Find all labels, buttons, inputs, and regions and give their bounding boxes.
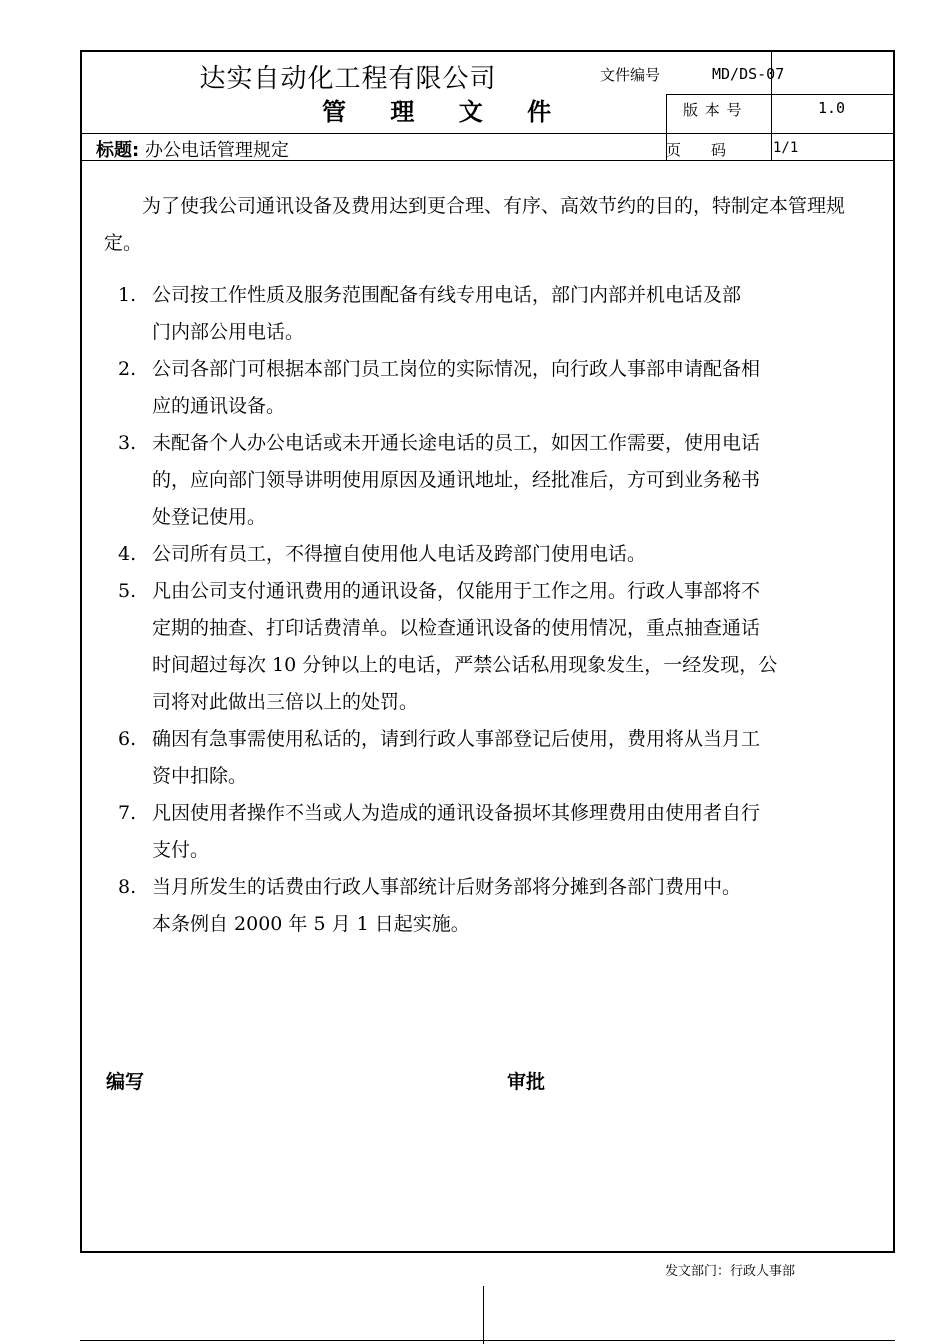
rule-number: 2. — [118, 358, 137, 380]
doc-type: 管 理 文 件 — [322, 97, 570, 126]
rule-line: 当月所发生的话费由行政人事部统计后财务部将分摊到各部门费用中。 — [152, 876, 742, 898]
title-text: 办公电话管理规定 — [144, 140, 289, 161]
rule-number: 1. — [118, 284, 137, 306]
rule-item — [104, 721, 874, 795]
rule-item — [104, 869, 874, 906]
page-label: 页 码 — [666, 141, 727, 159]
header-divider-upper — [666, 94, 895, 95]
binding-horizontal-line — [80, 1340, 895, 1341]
intro-paragraph: 为了使我公司通讯设备及费用达到更合理、有序、高效节约的目的，特制定本管理规定。 — [104, 195, 846, 254]
author-label: 编写 — [106, 1071, 145, 1093]
rule-line: 未配备个人办公电话或未开通长途电话的员工，如因工作需要，使用电话 — [152, 432, 761, 454]
rule-line: 司将对此做出三倍以上的处罚。 — [152, 691, 419, 713]
version-label: 版 本 号 — [683, 101, 743, 119]
company-name: 达实自动化工程有限公司 — [199, 64, 497, 94]
issuing-department: 发文部门：行政人事部 — [665, 1264, 796, 1279]
file-no-value: MD/DS-07 — [712, 65, 785, 83]
rule-line: 凡由公司支付通讯费用的通讯设备，仅能用于工作之用。行政人事部将不 — [152, 580, 761, 602]
page-value: 1/1 — [773, 140, 799, 156]
rule-number: 7. — [118, 802, 137, 824]
rule-line: 应的通讯设备。 — [152, 395, 286, 417]
rule-number: 3. — [118, 432, 137, 454]
rule-number: 6. — [118, 728, 137, 750]
rule-item — [104, 351, 874, 425]
rule-item — [104, 425, 874, 536]
version-value: 1.0 — [818, 99, 846, 117]
file-no-label: 文件编号 — [600, 66, 661, 84]
rule-number: 8. — [118, 876, 137, 898]
document-title — [96, 136, 289, 162]
rule-line: 公司各部门可根据本部门员工岗位的实际情况，向行政人事部申请配备相 — [152, 358, 761, 380]
effective-date: 本条例自 2000 年 5 月 1 日起实施。 — [152, 913, 470, 935]
rule-line: 确因有急事需使用私话的，请到行政人事部登记后使用，费用将从当月工 — [152, 728, 761, 750]
rule-line: 时间超过每次 10 分钟以上的电话，严禁公话私用现象发生，一经发现，公 — [152, 654, 778, 676]
rule-line: 定期的抽查、打印话费清单。以检查通讯设备的使用情况，重点抽查通话 — [152, 617, 761, 639]
rule-line: 资中扣除。 — [152, 765, 248, 787]
header-divider — [82, 133, 895, 134]
rule-number: 5. — [118, 580, 137, 602]
rule-line: 门内部公用电话。 — [152, 321, 305, 343]
rule-item — [104, 277, 874, 351]
rule-item — [104, 536, 874, 573]
approver-label: 审批 — [507, 1071, 546, 1093]
rule-item — [104, 795, 874, 869]
rule-line: 支付。 — [152, 839, 210, 861]
rule-list — [104, 277, 874, 906]
rule-number: 4. — [118, 543, 137, 565]
title-label: 标题: — [96, 140, 140, 161]
document-frame — [80, 50, 895, 1253]
rule-line: 凡因使用者操作不当或人为造成的通讯设备损坏其修理费用由使用者自行 — [152, 802, 761, 824]
rule-line: 的，应向部门领导讲明使用原因及通讯地址，经批准后，方可到业务秘书 — [152, 469, 761, 491]
binding-vertical-line — [483, 1286, 484, 1344]
rule-item — [104, 573, 874, 721]
rule-line: 公司所有员工，不得擅自使用他人电话及跨部门使用电话。 — [152, 543, 647, 565]
rule-line: 处登记使用。 — [152, 506, 267, 528]
document-body — [104, 188, 874, 943]
rule-line: 公司按工作性质及服务范围配备有线专用电话，部门内部并机电话及部 — [152, 284, 742, 306]
